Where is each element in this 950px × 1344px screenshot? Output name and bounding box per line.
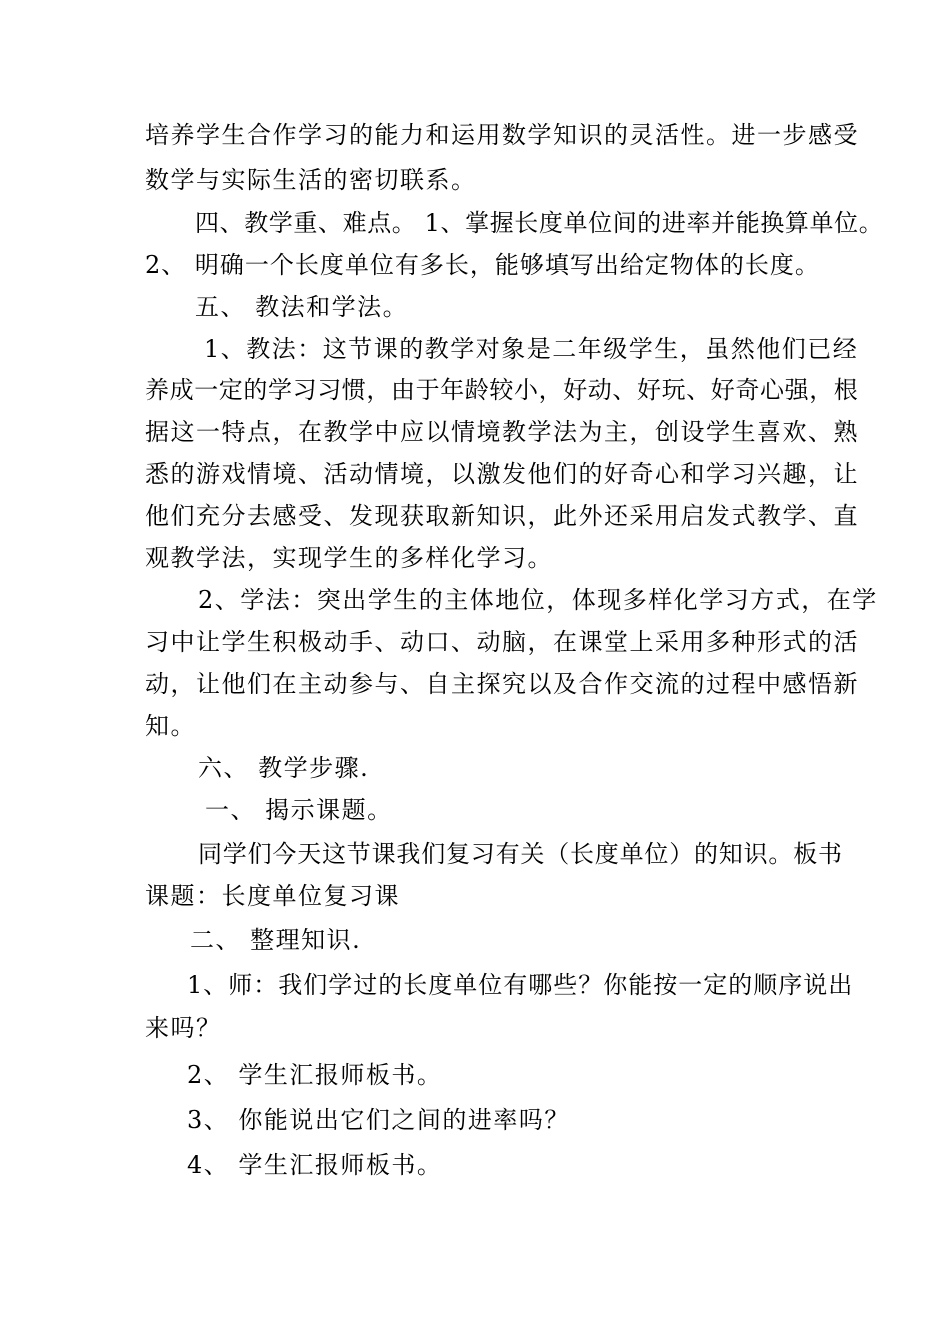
text-line: 知。 [145,712,196,740]
text-line: 1、师：我们学过的长度单位有哪些？你能按一定的顺序说出 [187,971,854,999]
text-line: 习中让学生积极动手、动口、动脑，在课堂上采用多种形式的活 [145,628,859,656]
section-heading: 六、 教学步骤. [198,754,370,782]
text-line: 观教学法，实现学生的多样化学习。 [145,544,553,572]
list-item: 2、 学生汇报师板书。 [187,1061,443,1089]
text-line: 他们充分去感受、发现获取新知识，此外还采用启发式教学、直 [145,502,859,530]
text-line: 课题：长度单位复习课 [145,882,400,910]
text-line: 动，让他们在主动参与、自主探究以及合作交流的过程中感悟新 [145,670,859,698]
section-heading: 二、 整理知识. [190,926,362,954]
text-line: 悉的游戏情境、活动情境，以激发他们的好奇心和学习兴趣，让 [145,460,859,488]
text-line: 数学与实际生活的密切联系。 [145,166,477,194]
text-line: 1、教法：这节课的教学对象是二年级学生，虽然他们已经 [204,335,859,363]
text-line: 培养学生合作学习的能力和运用数学知识的灵活性。进一步感受 [145,121,859,149]
list-item: 3、 你能说出它们之间的进率吗？ [187,1106,570,1134]
section-heading: 一、 揭示课题。 [205,796,393,824]
section-heading: 五、 教法和学法。 [195,293,409,321]
text-line: 2、学法：突出学生的主体地位，体现多样化学习方式，在学 [198,586,878,614]
text-line: 四、教学重、难点。 1、掌握长度单位间的进率并能换算单位。 [195,209,884,237]
text-line: 来吗？ [145,1014,222,1042]
list-item: 4、 学生汇报师板书。 [187,1151,443,1179]
text-line: 同学们今天这节课我们复习有关（长度单位）的知识。板书 [198,840,843,868]
text-line: 养成一定的学习习惯，由于年龄较小，好动、好玩、好奇心强，根 [145,376,859,404]
text-line: 2、 明确一个长度单位有多长，能够填写出给定物体的长度。 [145,251,820,279]
text-line: 据这一特点，在教学中应以情境教学法为主，创设学生喜欢、熟 [145,418,859,446]
